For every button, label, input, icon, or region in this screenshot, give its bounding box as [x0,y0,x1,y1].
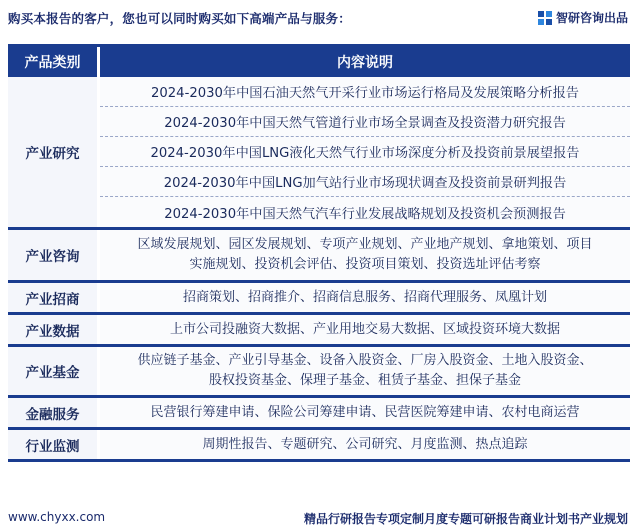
brand-logo-icon [538,11,552,25]
header-category: 产品类别 [8,47,97,77]
description-finance [100,398,630,427]
category-data: 产业数据 [8,315,97,344]
services-table [8,44,630,462]
report-link[interactable]: 2024-2030年中国天然气汽车行业发展战略规划及投资机会预测报告 [100,197,630,227]
description-data [100,315,630,344]
table-row-fund [8,347,630,398]
intro-text: 购买本报告的客户，您也可以同时购买如下高端产品与服务： [8,11,351,26]
description-investment [100,283,630,312]
report-link[interactable]: 2024-2030年中国天然气管道行业市场全景调查及投资潜力研究报告 [100,107,630,137]
brand-name: 智研咨询出品 [555,11,628,25]
description-line: 供应链子基金、产业引导基金、设备入股资金、厂房入股资金、土地入股资金、 [137,353,593,368]
description-consulting [100,230,630,280]
top-bar [0,0,638,34]
description-line: 区域发展规划、园区发展规划、专项产业规划、产业地产规划、拿地策划、项目 [137,237,593,252]
description-line: 上市公司投融资大数据、产业用地交易大数据、区域投资环境大数据 [169,321,560,337]
category-fund: 产业基金 [8,347,97,395]
report-link[interactable]: 2024-2030年中国石油天然气开采行业市场运行格局及发展策略分析报告 [100,77,630,107]
description-monitoring [100,430,630,459]
table-row-investment [8,283,630,315]
header-description: 内容说明 [100,47,630,77]
table-row-monitoring [8,430,630,462]
category-research: 产业研究 [8,77,97,227]
category-finance: 金融服务 [8,398,97,427]
description-fund [100,347,630,395]
report-link[interactable]: 2024-2030年中国LNG加气站行业市场现状调查及投资前景研判报告 [100,167,630,197]
site-url[interactable]: www.chyxx.com [8,510,106,524]
category-monitoring: 行业监测 [8,430,97,459]
description-line: 民营银行筹建申请、保险公司筹建申请、民营医院筹建申请、农村电商运营 [150,404,580,420]
table-row-finance [8,398,630,430]
table-row-consulting [8,230,630,283]
description-line: 实施规划、投资机会评估、投资项目策划、投资选址评估考察 [189,257,541,272]
footer [0,506,638,528]
footer-slogan: 精品行研报告专项定制月度专题可研报告商业计划书产业规划 [303,512,628,526]
report-list [100,77,630,227]
report-link[interactable]: 2024-2030年中国LNG液化天然气行业市场深度分析及投资前景展望报告 [100,137,630,167]
description-line: 股权投资基金、保理子基金、租赁子基金、担保子基金 [208,373,521,388]
category-investment: 产业招商 [8,283,97,312]
brand [538,9,628,26]
description-line: 周期性报告、专题研究、公司研究、月度监测、热点追踪 [202,436,528,452]
table-row-data [8,315,630,347]
table-row-research [8,77,630,230]
description-line: 招商策划、招商推介、招商信息服务、招商代理服务、凤凰计划 [182,289,547,305]
category-consulting: 产业咨询 [8,230,97,280]
table-header [8,47,630,77]
